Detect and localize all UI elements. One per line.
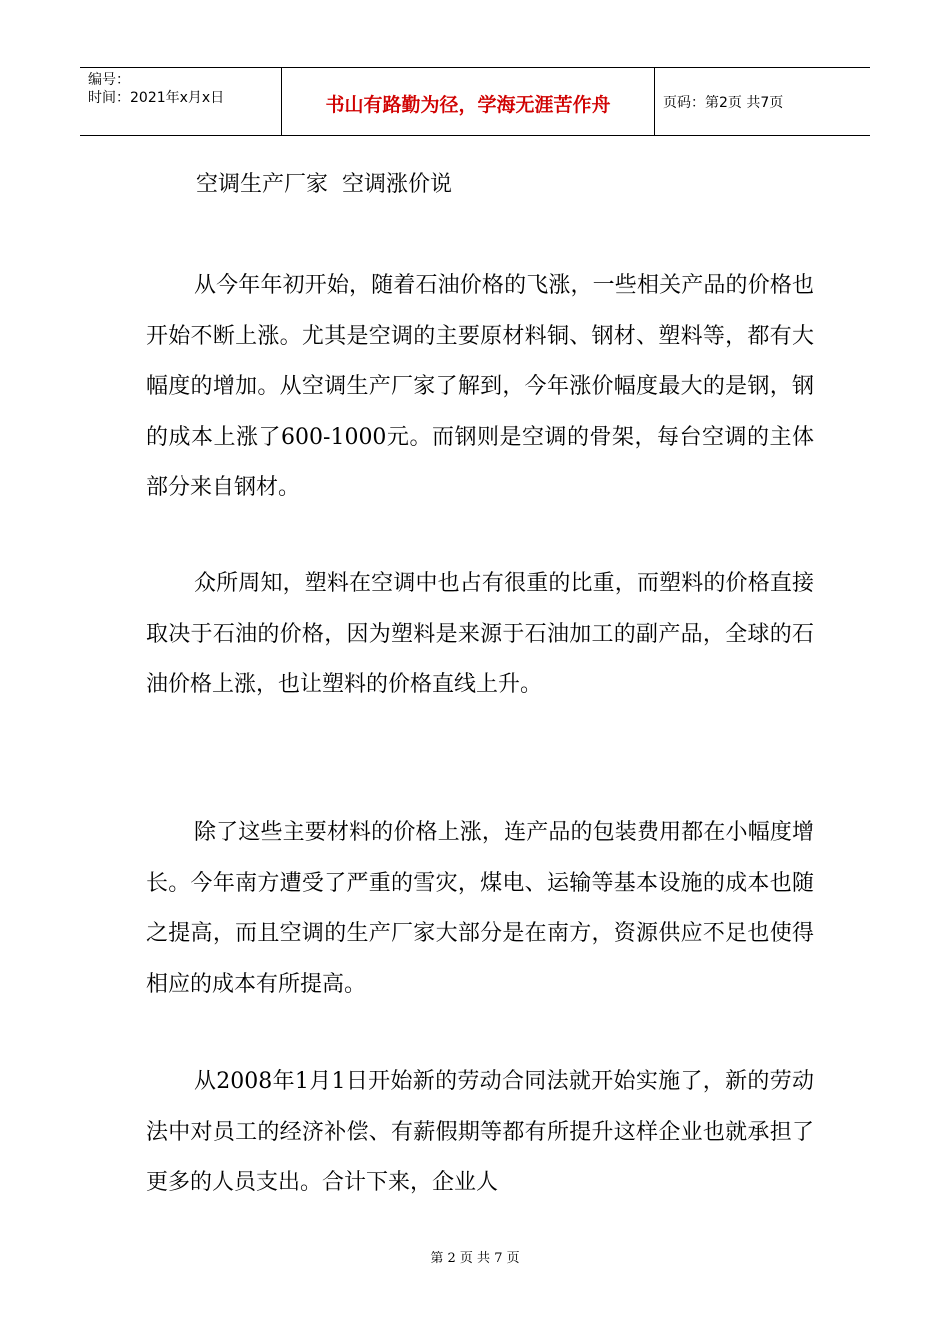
paragraph-1: 从今年年初开始，随着石油价格的飞涨，一些相关产品的价格也开始不断上涨。尤其是空调的主要原材料铜、钢材、塑料等，都有大幅度的增加。从空调生产厂家了解到，今年涨价幅度最大的是钢，钢的成本上涨了600-1000元。而钢则是空调的骨架，每台空调的主体部分来自钢材。: [146, 273, 814, 500]
number-label: 编号：: [88, 72, 130, 88]
header-meta: [80, 68, 282, 135]
page-footer: 第 2 页 共 7 页: [430, 1251, 520, 1266]
header-motto: 书山有路勤为径，学海无涯苦作舟: [282, 68, 655, 135]
paragraph-4: 从2008年1月1日开始新的劳动合同法就开始实施了，新的劳动法中对员工的经济补偿、有薪假期等都有所提升这样企业也就承担了更多的人员支出。合计下来，企业人: [146, 1069, 814, 1195]
header-page-info: 页码：第2页 共7页: [663, 94, 784, 111]
document-title: 空调生产厂家 空调涨价说: [196, 172, 452, 197]
paragraph-3: 除了这些主要材料的价格上涨，连产品的包装费用都在小幅度增长。今年南方遭受了严重的雪灾，煤电、运输等基本设施的成本也随之提高，而且空调的生产厂家大部分是在南方，资源供应不足也使得相应的成本有所提高。: [146, 820, 814, 997]
time-label: 时间：2021年x月x日: [88, 90, 225, 106]
page-header: [80, 67, 870, 136]
paragraph-2: 众所周知，塑料在空调中也占有很重的比重，而塑料的价格直接取决于石油的价格，因为塑料是来源于石油加工的副产品，全球的石油价格上涨，也让塑料的价格直线上升。: [146, 571, 814, 697]
